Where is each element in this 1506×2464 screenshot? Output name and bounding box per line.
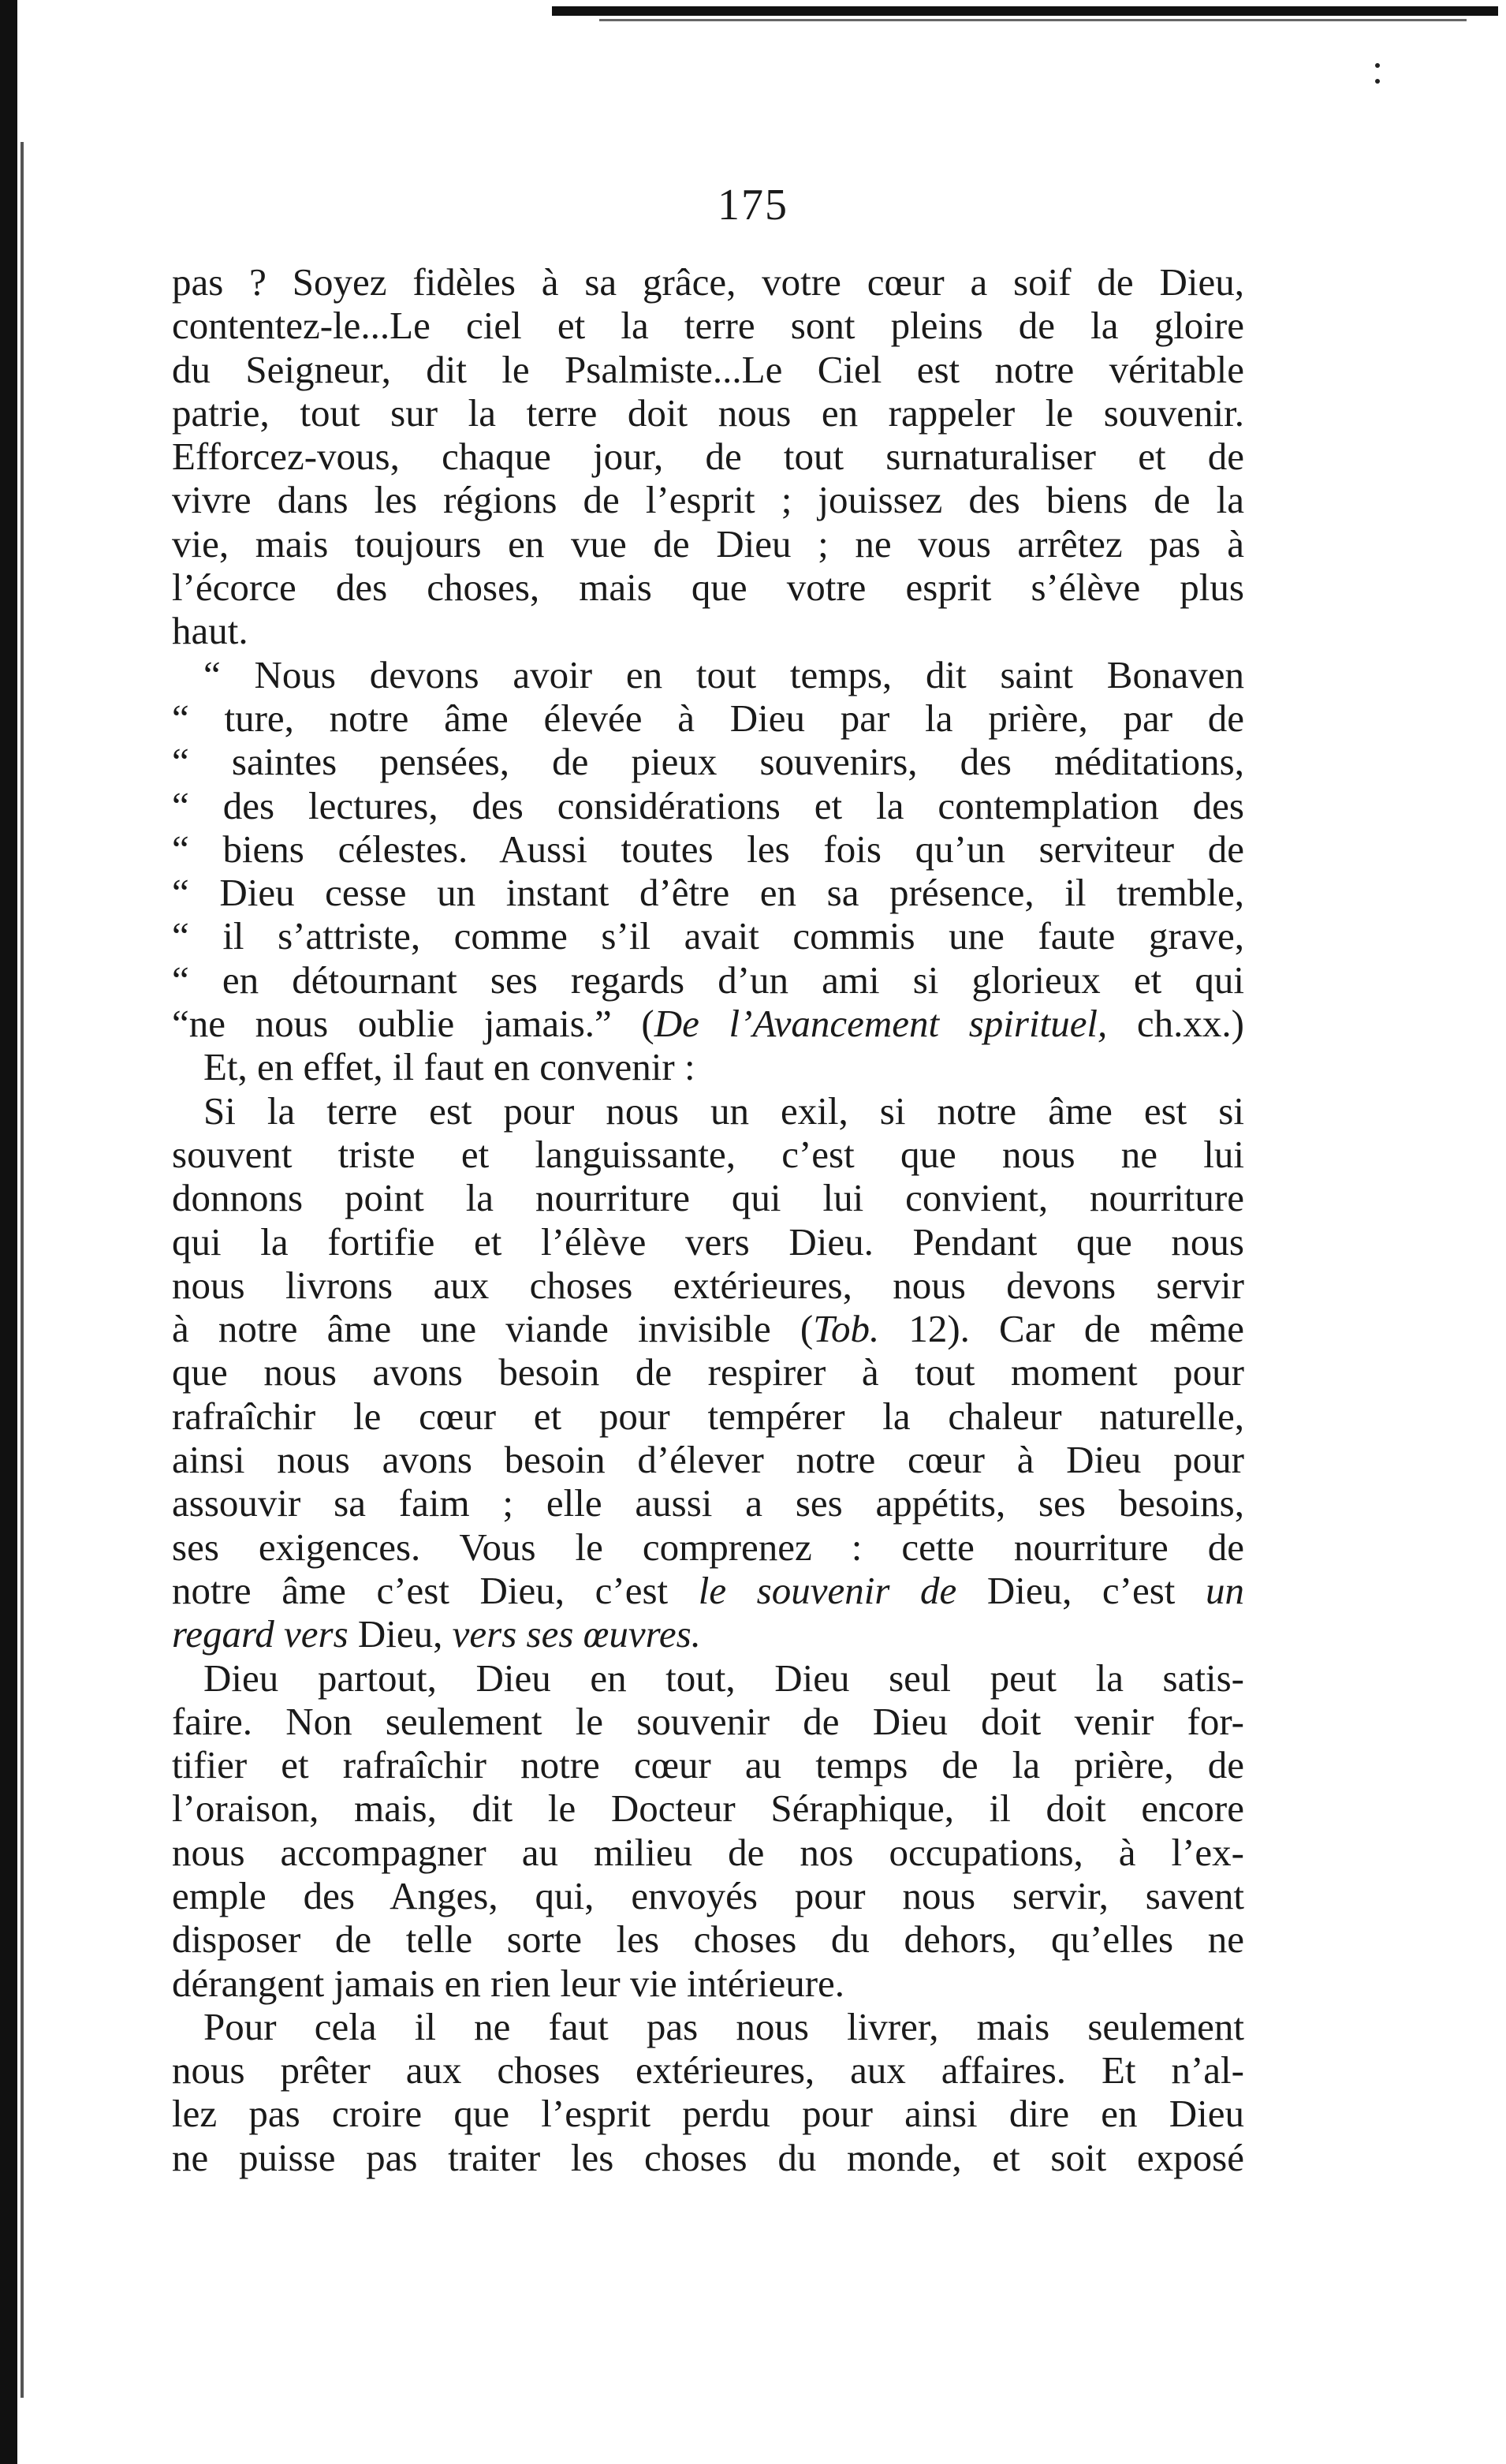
- text-line: [172, 1962, 1244, 2005]
- line-text: l’écorce des choses, mais que votre esprit s’élève plus: [172, 566, 1244, 610]
- text-line: [172, 1569, 1244, 1612]
- text-line: [172, 1394, 1244, 1438]
- line-text: Dieu,: [348, 1612, 453, 1656]
- line-text: “ ture, notre âme élevée à Dieu par la prière, par de: [172, 696, 1244, 740]
- scan-speck: [1375, 79, 1380, 84]
- text-line: [172, 1700, 1244, 1743]
- line-text: “ saintes pensées, de pieux souvenirs, des méditations,: [172, 740, 1244, 784]
- line-text: “ne nous oublie jamais.” (: [172, 1002, 654, 1046]
- line-text: vie, mais toujours en vue de Dieu ; ne vous arrêtez pas à: [172, 521, 1244, 566]
- line-text: contentez-le...Le ciel et la terre sont pleins de la gloire: [172, 304, 1244, 348]
- text-line: [172, 435, 1244, 478]
- text-line: [172, 260, 1244, 304]
- line-text: ch.xx.): [1107, 1002, 1244, 1046]
- line-text: ses exigences. Vous le comprenez : cette nourriture de: [172, 1525, 1244, 1569]
- line-text: tifier et rafraîchir notre cœur au temps de la prière, de: [172, 1743, 1244, 1787]
- text-line: [172, 522, 1244, 566]
- line-text: haut.: [172, 609, 248, 653]
- text-line: [172, 1874, 1244, 1917]
- text-line: [172, 1525, 1244, 1569]
- line-text: Dieu partout, Dieu en tout, Dieu seul peut la satis-: [203, 1656, 1244, 1700]
- text-line: [172, 1481, 1244, 1525]
- text-line: [172, 914, 1244, 958]
- line-text: nous livrons aux choses extérieures, nous devons servir: [172, 1263, 1244, 1307]
- italic-text: le souvenir de: [698, 1568, 957, 1612]
- line-text: souvent triste et languissante, c’est que nous ne lui: [172, 1132, 1244, 1176]
- italic-text: regard vers: [172, 1612, 349, 1656]
- text-line: [172, 609, 1244, 652]
- text-line: [172, 1656, 1244, 1700]
- line-text: pas ? Soyez fidèles à sa grâce, votre cœur a soif de Dieu,: [172, 260, 1244, 304]
- line-text: disposer de telle sorte les choses du dehors, qu’elles ne: [172, 1917, 1244, 1962]
- text-line: [172, 1786, 1244, 1830]
- text-line: [172, 1045, 1244, 1088]
- text-line: [172, 696, 1244, 740]
- text-line: [172, 1002, 1244, 1045]
- italic-text: De l’Avancement spirituel,: [654, 1002, 1108, 1046]
- text-line: [172, 391, 1244, 435]
- scan-rule-top-thin: [599, 19, 1467, 21]
- line-text: “ en détournant ses regards d’un ami si glorieux et qui: [172, 958, 1244, 1002]
- line-text: nous accompagner au milieu de nos occupations, à l’ex-: [172, 1830, 1244, 1874]
- text-line: [172, 1264, 1244, 1307]
- line-text: 12). Car de même: [879, 1307, 1244, 1351]
- line-text: assouvir sa faim ; elle aussi a ses appétits, ses besoins,: [172, 1481, 1244, 1525]
- text-line: [172, 1350, 1244, 1394]
- scan-edge-shadow: [21, 142, 24, 2398]
- line-text: “ biens célestes. Aussi toutes les fois qu’un serviteur de: [172, 827, 1244, 871]
- text-line: [172, 871, 1244, 914]
- text-line: [172, 566, 1244, 609]
- text-line: [172, 827, 1244, 871]
- text-line: [172, 1831, 1244, 1874]
- line-text: donnons point la nourriture qui lui convient, nourriture: [172, 1176, 1244, 1220]
- text-line: [172, 2136, 1244, 2179]
- italic-text: Tob.: [813, 1307, 880, 1351]
- scan-speck: [1375, 63, 1380, 68]
- text-line: [172, 1612, 1244, 1656]
- scan-edge-left: [0, 0, 17, 2464]
- line-text: dérangent jamais en rien leur vie intérieure.: [172, 1961, 845, 2005]
- body-text: [172, 260, 1244, 2179]
- line-text: vivre dans les régions de l’esprit ; jouissez des biens de la: [172, 478, 1244, 522]
- line-text: “ Dieu cesse un instant d’être en sa présence, il tremble,: [172, 871, 1244, 915]
- line-text: Pour cela il ne faut pas nous livrer, mais seulement: [203, 2004, 1244, 2048]
- line-text: nous prêter aux choses extérieures, aux affaires. Et n’al-: [172, 2048, 1244, 2093]
- text-line: [172, 1743, 1244, 1786]
- italic-text: un: [1206, 1568, 1244, 1612]
- line-text: du Seigneur, dit le Psalmiste...Le Ciel est notre véritable: [172, 347, 1244, 391]
- text-line: [172, 1089, 1244, 1133]
- text-line: [172, 478, 1244, 521]
- line-text: Et, en effet, il faut en convenir :: [203, 1045, 695, 1089]
- italic-text: vers ses œuvres.: [452, 1612, 701, 1656]
- page-number: 175: [718, 181, 788, 230]
- line-text: “ des lectures, des considérations et la contemplation des: [172, 783, 1244, 827]
- text-line: [172, 1220, 1244, 1264]
- text-line: [172, 1917, 1244, 1961]
- line-text: lez pas croire que l’esprit perdu pour ainsi dire en Dieu: [172, 2092, 1244, 2136]
- line-text: Dieu, c’est: [956, 1568, 1206, 1612]
- line-text: “ Nous devons avoir en tout temps, dit saint Bonaven: [203, 652, 1244, 696]
- line-text: à notre âme une viande invisible (: [172, 1307, 814, 1351]
- line-text: Si la terre est pour nous un exil, si notre âme est si: [203, 1088, 1244, 1133]
- line-text: patrie, tout sur la terre doit nous en rappeler le souvenir.: [172, 390, 1244, 435]
- text-line: [172, 740, 1244, 783]
- line-text: ne puisse pas traiter les choses du monde, et soit exposé: [172, 2135, 1244, 2179]
- line-text: “ il s’attriste, comme s’il avait commis une faute grave,: [172, 914, 1244, 958]
- line-text: Efforcez-vous, chaque jour, de tout surnaturaliser et de: [172, 435, 1244, 479]
- text-line: [172, 2092, 1244, 2135]
- text-line: [172, 348, 1244, 391]
- text-line: [172, 1176, 1244, 1219]
- text-line: [172, 958, 1244, 1002]
- text-line: [172, 1133, 1244, 1176]
- text-line: [172, 1307, 1244, 1350]
- line-text: l’oraison, mais, dit le Docteur Séraphique, il doit encore: [172, 1786, 1244, 1831]
- text-line: [172, 2005, 1244, 2048]
- text-line: [172, 2048, 1244, 2092]
- line-text: faire. Non seulement le souvenir de Dieu doit venir for-: [172, 1699, 1244, 1743]
- line-text: notre âme c’est Dieu, c’est: [172, 1568, 699, 1612]
- line-text: rafraîchir le cœur et pour tempérer la chaleur naturelle,: [172, 1394, 1244, 1438]
- line-text: emple des Anges, qui, envoyés pour nous servir, savent: [172, 1873, 1244, 1917]
- text-line: [172, 653, 1244, 696]
- text-line: [172, 1438, 1244, 1481]
- line-text: qui la fortifie et l’élève vers Dieu. Pendant que nous: [172, 1219, 1244, 1264]
- line-text: que nous avons besoin de respirer à tout moment pour: [172, 1350, 1244, 1394]
- text-line: [172, 304, 1244, 347]
- text-line: [172, 784, 1244, 827]
- scan-rule-top: [552, 6, 1498, 16]
- line-text: ainsi nous avons besoin d’élever notre cœur à Dieu pour: [172, 1438, 1244, 1482]
